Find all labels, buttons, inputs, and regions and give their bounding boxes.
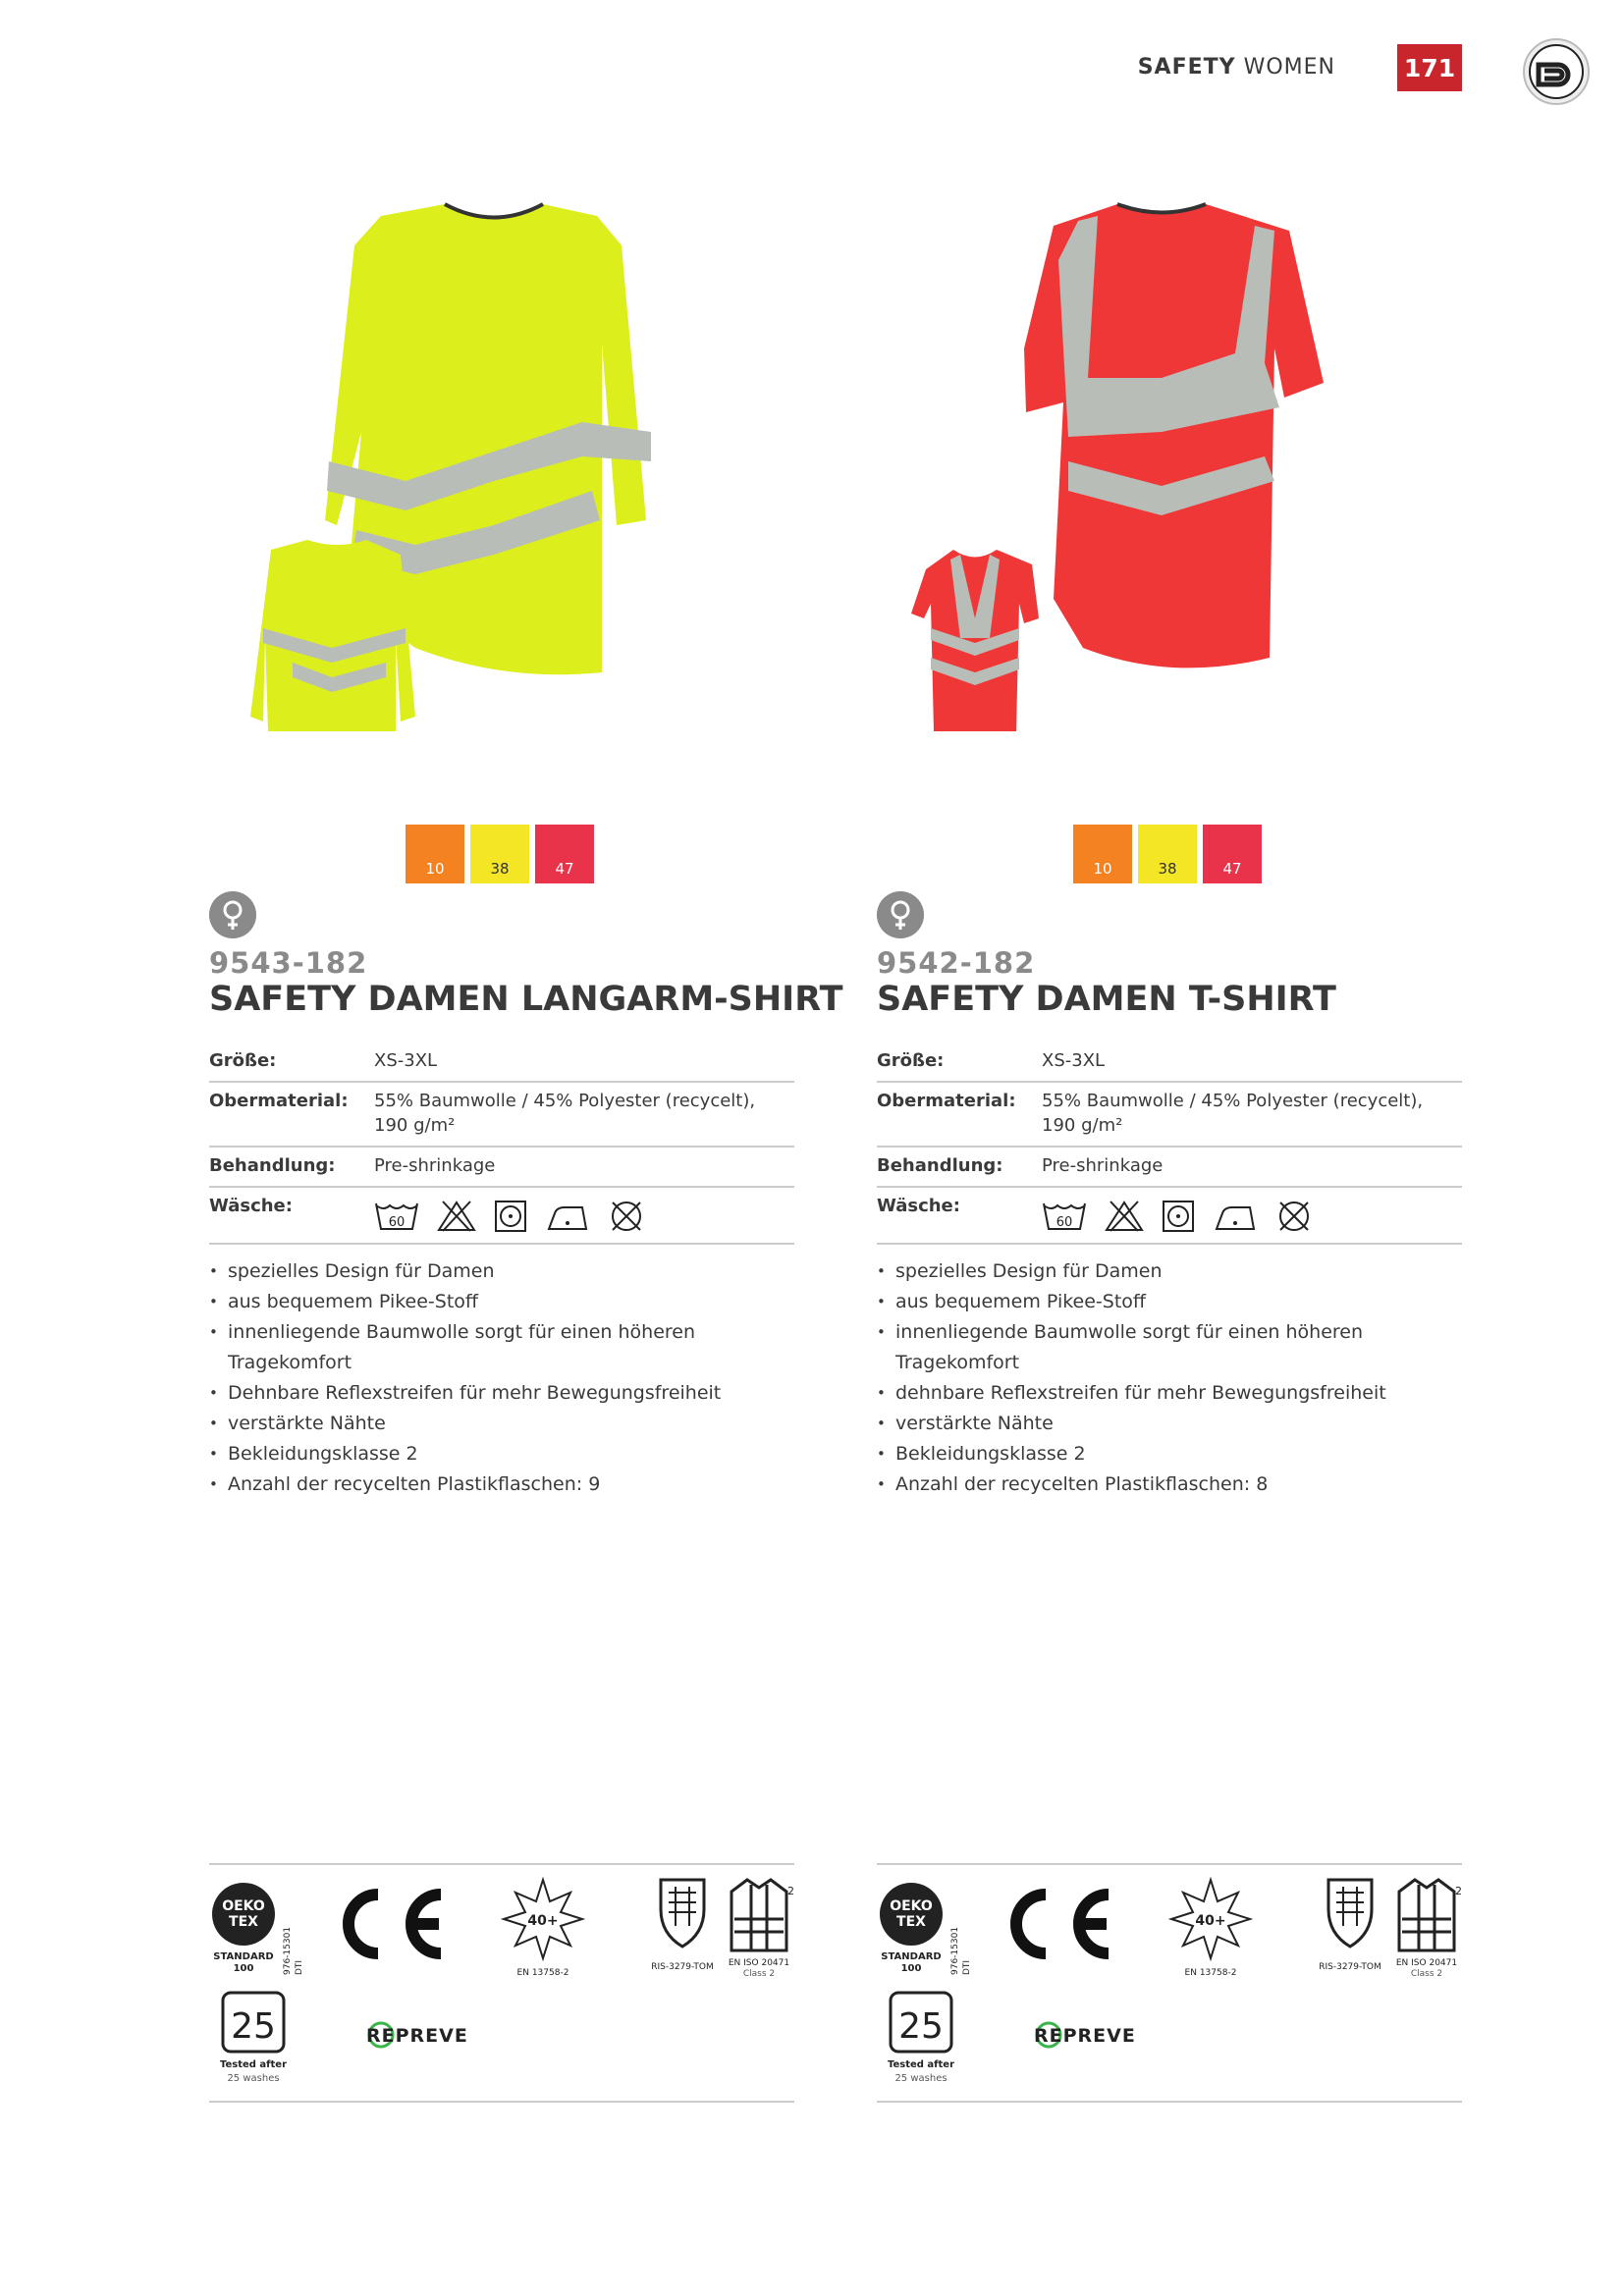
spec-label: Größe: bbox=[877, 1050, 945, 1071]
uv-standard: EN 13758-2 bbox=[516, 1968, 569, 1978]
female-icon bbox=[209, 891, 256, 938]
iron-icon bbox=[1213, 1200, 1258, 1233]
feature-item: • spezielles Design für Damen bbox=[209, 1256, 794, 1287]
wash-temp: 60 bbox=[1056, 1215, 1073, 1230]
spec-row-treatment bbox=[877, 1148, 1462, 1188]
uv-protection-icon bbox=[1171, 1880, 1250, 1978]
washes-line-1: Tested after bbox=[887, 2059, 955, 2070]
section-title-bold: SAFETY bbox=[1137, 55, 1236, 80]
iso-class: Class 2 bbox=[742, 1969, 776, 1979]
page-number: 171 bbox=[1397, 44, 1462, 91]
certification-strip bbox=[209, 1863, 794, 2103]
tumble-dry-icon bbox=[1162, 1200, 1195, 1233]
product-title: SAFETY DAMEN LANGARM-SHIRT bbox=[209, 980, 843, 1019]
repreve-logo bbox=[366, 2023, 468, 2047]
iso-class-number: 2 bbox=[787, 1885, 794, 1897]
product-title: SAFETY DAMEN T-SHIRT bbox=[877, 980, 1336, 1019]
oeko-code-2: DTI bbox=[962, 1959, 972, 1975]
color-swatches bbox=[406, 825, 594, 883]
wash-60-icon bbox=[374, 1200, 419, 1233]
certification-logos bbox=[209, 1865, 794, 2101]
swatch-orange[interactable]: 10 bbox=[1073, 825, 1132, 883]
washes-line-1: Tested after bbox=[219, 2059, 288, 2070]
certification-logos bbox=[877, 1865, 1462, 2101]
spec-value: XS-3XL bbox=[1042, 1050, 1106, 1071]
spec-table bbox=[877, 1042, 1462, 1245]
repreve-logo bbox=[1034, 2023, 1136, 2047]
material-line-2: 190 g/m² bbox=[1042, 1115, 1123, 1136]
spec-value: Pre-shrinkage bbox=[1042, 1155, 1164, 1176]
oeko-line-1: OEKO bbox=[222, 1898, 265, 1914]
ris-shield-icon bbox=[651, 1880, 714, 1972]
feature-item: • aus bequemem Pikee-Stoff bbox=[877, 1287, 1462, 1317]
brand-logo bbox=[1522, 37, 1591, 106]
feature-item: • innenliegende Baumwolle sorgt für einen höheren Tragekomfort bbox=[877, 1317, 1462, 1378]
washes-tested-icon bbox=[888, 1993, 954, 2084]
feature-item: • Anzahl der recycelten Plastikflaschen: 8 bbox=[877, 1469, 1462, 1500]
feature-item: • verstärkte Nähte bbox=[209, 1409, 794, 1439]
spec-value bbox=[1042, 1089, 1462, 1138]
spec-label: Größe: bbox=[209, 1050, 277, 1071]
product-image-longsleeve bbox=[209, 187, 794, 756]
article-number: 9543-182 bbox=[209, 946, 368, 980]
spec-row-material bbox=[209, 1083, 794, 1148]
spec-value: XS-3XL bbox=[374, 1050, 438, 1071]
spec-value bbox=[374, 1089, 794, 1138]
swatch-red[interactable]: 47 bbox=[535, 825, 594, 883]
uv-protection-icon bbox=[504, 1880, 582, 1978]
uv-standard: EN 13758-2 bbox=[1184, 1968, 1237, 1978]
spec-row-wash bbox=[209, 1188, 794, 1245]
product-image-tshirt bbox=[877, 187, 1462, 756]
repreve-text: REPREVE bbox=[366, 2025, 468, 2047]
color-swatches bbox=[1073, 825, 1262, 883]
uv-badge: 40+ bbox=[527, 1913, 559, 1929]
feature-list bbox=[877, 1256, 1462, 1500]
iso-standard: EN ISO 20471 bbox=[1395, 1958, 1458, 1968]
feature-list bbox=[209, 1256, 794, 1500]
repreve-text: REPREVE bbox=[1034, 2025, 1136, 2047]
spec-table bbox=[209, 1042, 794, 1245]
iso-class-number: 2 bbox=[1455, 1885, 1462, 1897]
wash-temp: 60 bbox=[388, 1215, 406, 1230]
spec-row-wash bbox=[877, 1188, 1462, 1245]
hi-vis-vest-icon bbox=[1396, 1880, 1462, 1979]
no-bleach-icon bbox=[1105, 1200, 1144, 1233]
oeko-100: 100 bbox=[233, 1963, 254, 1974]
spec-value: Pre-shrinkage bbox=[374, 1155, 496, 1176]
iso-class: Class 2 bbox=[1410, 1969, 1443, 1979]
feature-item: • Bekleidungsklasse 2 bbox=[877, 1439, 1462, 1469]
article-number: 9542-182 bbox=[877, 946, 1036, 980]
washes-number: 25 bbox=[898, 2006, 944, 2047]
spec-label: Wäsche: bbox=[209, 1196, 293, 1216]
swatch-orange[interactable]: 10 bbox=[406, 825, 464, 883]
care-symbols bbox=[374, 1200, 794, 1233]
hi-vis-vest-icon bbox=[729, 1880, 794, 1979]
washes-line-2: 25 washes bbox=[894, 2073, 947, 2084]
spec-label: Obermaterial: bbox=[877, 1091, 1016, 1111]
swatch-yellow[interactable]: 38 bbox=[1138, 825, 1197, 883]
iron-icon bbox=[545, 1200, 590, 1233]
ris-standard: RIS-3279-TOM bbox=[651, 1962, 714, 1972]
spec-row-size bbox=[877, 1042, 1462, 1083]
spec-row-material bbox=[877, 1083, 1462, 1148]
spec-label: Behandlung: bbox=[209, 1155, 336, 1176]
material-line-2: 190 g/m² bbox=[374, 1115, 456, 1136]
feature-item: • verstärkte Nähte bbox=[877, 1409, 1462, 1439]
ris-standard: RIS-3279-TOM bbox=[1319, 1962, 1381, 1972]
no-dry-clean-icon bbox=[1275, 1200, 1313, 1233]
oeko-tex-icon bbox=[212, 1883, 304, 1975]
feature-item: • spezielles Design für Damen bbox=[877, 1256, 1462, 1287]
ce-mark-icon bbox=[1016, 1895, 1109, 1953]
section-title bbox=[1138, 55, 1335, 80]
feature-item: • aus bequemem Pikee-Stoff bbox=[209, 1287, 794, 1317]
oeko-100: 100 bbox=[900, 1963, 922, 1974]
oeko-code-1: 976-15301 bbox=[283, 1926, 293, 1975]
oeko-line-1: OEKO bbox=[890, 1898, 933, 1914]
material-line-1: 55% Baumwolle / 45% Polyester (recycelt), bbox=[374, 1091, 756, 1111]
oeko-standard: STANDARD bbox=[881, 1951, 942, 1962]
female-icon bbox=[877, 891, 924, 938]
product-card-longsleeve bbox=[209, 187, 843, 2120]
feature-item: • innenliegende Baumwolle sorgt für einen höheren Tragekomfort bbox=[209, 1317, 794, 1378]
care-symbols bbox=[1042, 1200, 1462, 1233]
swatch-yellow[interactable]: 38 bbox=[470, 825, 529, 883]
iso-standard: EN ISO 20471 bbox=[728, 1958, 790, 1968]
feature-item: • Dehnbare Reflexstreifen für mehr Bewegungsfreiheit bbox=[209, 1378, 794, 1409]
uv-badge: 40+ bbox=[1195, 1913, 1226, 1929]
product-card-tshirt bbox=[877, 187, 1462, 2120]
material-line-1: 55% Baumwolle / 45% Polyester (recycelt), bbox=[1042, 1091, 1424, 1111]
wash-60-icon bbox=[1042, 1200, 1087, 1233]
no-bleach-icon bbox=[437, 1200, 476, 1233]
oeko-code-2: DTI bbox=[295, 1959, 304, 1975]
feature-item: • Anzahl der recycelten Plastikflaschen: 9 bbox=[209, 1469, 794, 1500]
tumble-dry-icon bbox=[494, 1200, 527, 1233]
section-title-rest: WOMEN bbox=[1243, 55, 1335, 80]
ris-shield-icon bbox=[1319, 1880, 1381, 1972]
washes-line-2: 25 washes bbox=[227, 2073, 280, 2084]
feature-item: • Bekleidungsklasse 2 bbox=[209, 1439, 794, 1469]
oeko-code-1: 976-15301 bbox=[950, 1926, 960, 1975]
spec-label: Wäsche: bbox=[877, 1196, 960, 1216]
washes-tested-icon bbox=[220, 1993, 287, 2084]
oeko-line-2: TEX bbox=[229, 1914, 258, 1930]
oeko-line-2: TEX bbox=[896, 1914, 926, 1930]
spec-label: Behandlung: bbox=[877, 1155, 1003, 1176]
no-dry-clean-icon bbox=[608, 1200, 645, 1233]
washes-number: 25 bbox=[231, 2006, 276, 2047]
swatch-red[interactable]: 47 bbox=[1203, 825, 1262, 883]
oeko-tex-icon bbox=[880, 1883, 972, 1975]
ce-mark-icon bbox=[349, 1895, 441, 1953]
spec-row-treatment bbox=[209, 1148, 794, 1188]
spec-label: Obermaterial: bbox=[209, 1091, 349, 1111]
spec-row-size bbox=[209, 1042, 794, 1083]
feature-item: • dehnbare Reflexstreifen für mehr Bewegungsfreiheit bbox=[877, 1378, 1462, 1409]
certification-strip bbox=[877, 1863, 1462, 2103]
oeko-standard: STANDARD bbox=[213, 1951, 274, 1962]
